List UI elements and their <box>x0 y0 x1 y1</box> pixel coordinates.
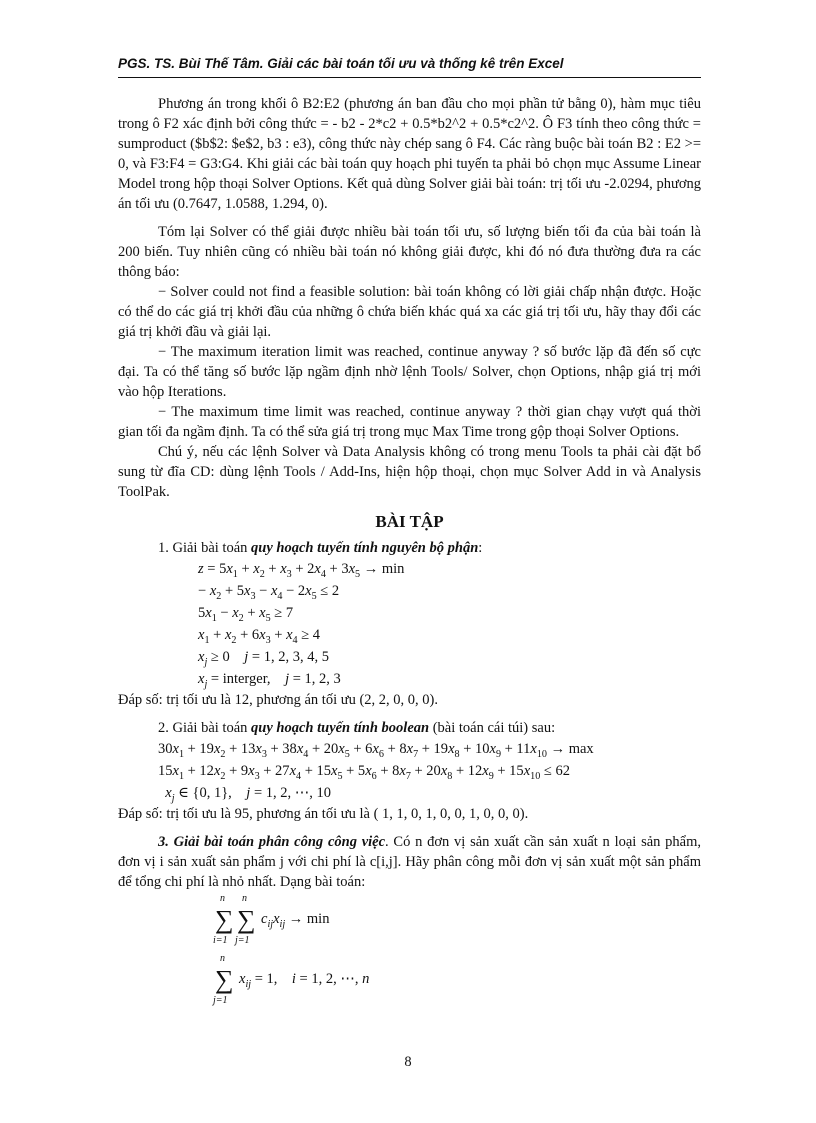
exercise-3-text: 3. Giải bài toán phân công công việc. Có n đơn vị sản xuất cần sản xuất n loại sản phẩm, đơn vị i sản xuất sản phẩm j với chi phí là c[i,j]. Hãy phân công mỗi đơn vị sản xuất một sản phẩm để tổng chi phí là nhỏ nhất. Dạng bài toán: <box>118 834 701 890</box>
ex3-objective: n ∑ i=1 n ∑ j=1 $c_{ij}x_{ij} \to \min$ <box>118 892 701 952</box>
ex2-constraint-1: $15x_1 + 12x_2 + 9x_3 + 27x_4 + 15x_5 + 5x_6 + 8x_7 + 20x_8 + 12x_9 + 15x_{10} \le 62$ <box>158 763 570 782</box>
sum-symbol: n ∑ j=1 <box>235 893 256 946</box>
ex2-constraint-2: $x_j$ ∈ {0, 1}, j = 1, 2, ⋯, 10 <box>165 785 332 804</box>
ex3-constraint-1: n ∑ j=1 $x_{ij} = 1$, i = 1, 2, ⋯, n <box>118 952 701 1012</box>
paragraph-6: Chú ý, nếu các lệnh Solver và Data Analysis không có trong menu Tools ta phải cài đặt bổ sung từ đĩa CD: dùng lệnh Tools / Add-Ins, hiện hộp thoại, chọn mục Solver Add in và Analysis ToolPak. <box>118 444 701 500</box>
ex1-constraint-4: $x_j \ge 0$ j = 1, 2, 3, 4, 5 <box>198 649 329 668</box>
exercise-1-answer: Đáp số: trị tối ưu là 12, phương án tối ưu (2, 2, 0, 0, 0). <box>118 692 439 708</box>
exercise-2-model <box>118 738 701 804</box>
ex1-constraint-1: − $x_2 + 5x_3 - x_4 - 2x_5 \le 2$ <box>198 583 340 602</box>
sum-symbol: n ∑ i=1 <box>213 893 234 946</box>
paragraph-4: − The maximum iteration limit was reached, continue anyway ? số bước lặp đã đến số cực đại. Ta có thể tăng số bước lặp ngầm định nhờ lệnh Tools/ Solver, chọn Options, nhập giá trị mới vào hộp Iterations. <box>118 344 701 400</box>
ex1-constraint-5: $x_j$ = interger, j = 1, 2, 3 <box>198 671 341 690</box>
running-header: PGS. TS. Bùi Thế Tâm. Giải các bài toán tối ưu và thống kê trên Excel <box>118 56 564 71</box>
paragraph-3: − Solver could not find a feasible solution: bài toán không có lời giải chấp nhận được. Hoặc có thể do các giá trị khởi đầu của những ô chứa biến khác quá xa các giá trị tối ưu, hãy thay đổi các giá trị khởi đầu và giải lại. <box>118 284 701 340</box>
section-title: BÀI TẬP <box>375 512 444 531</box>
paragraph-1: Phương án trong khối ô B2:E2 (phương án ban đầu cho mọi phần tử bằng 0), hàm mục tiêu trong ô F2 xác định bởi công thức = - b2 - 2*c2 + 0.5*b2^2 + 0.5*c2^2. Ô F3 tính theo công thức = sumproduct ($b$2: $e$2, b3 : e3), công thức này chép sang ô F4. Các ràng buộc bài toán B2 : E2 >= 0, và F3:F4 = G3:G4. Khi giải các bài toán quy hoạch phi tuyến ta phải bỏ chọn mục Assume Linear Model trong hộp thoại Solver Options. Kết quả dùng Solver giải bài toán: trị tối ưu -2.0294, phương án tối ưu (0.7647, 1.0588, 1.294, 0). <box>118 96 701 212</box>
exercise-3-model <box>118 892 701 1012</box>
exercise-2-lead: 2. Giải bài toán quy hoạch tuyến tính boolean (bài toán cái túi) sau: <box>158 720 556 736</box>
ex1-constraint-2: $5x_1 - x_2 + x_5 \ge 7$ <box>198 605 294 624</box>
ex2-objective: $30x_1 + 19x_2 + 13x_3 + 38x_4 + 20x_5 + 6x_6 + 8x_7 + 19x_8 + 10x_9 + 11x_{10} \to \max$ <box>158 741 594 760</box>
sum-symbol: n ∑ j=1 <box>213 953 234 1006</box>
exercise-1-model <box>118 558 701 690</box>
exercise-2-answer: Đáp số: trị tối ưu là 95, phương án tối ưu là ( 1, 1, 0, 1, 0, 0, 1, 0, 0, 0). <box>118 806 529 822</box>
ex1-constraint-3: $x_1 + x_2 + 6x_3 + x_4 \ge 4$ <box>198 627 321 646</box>
paragraph-2: Tóm lại Solver có thể giải được nhiều bài toán tối ưu, số lượng biến tối đa của bài toán là 200 biến. Tuy nhiên cũng có nhiều bài toán nó không giải được, khi đó nó đưa thường đưa ra các thông báo: <box>118 224 701 280</box>
paragraph-5: − The maximum time limit was reached, continue anyway ? thời gian chạy vượt quá thời gian tối đa ngầm định. Ta có thể sửa giá trị trong mục Max Time trong gộp thoại Solver Options. <box>118 404 701 440</box>
exercise-1-lead: 1. Giải bài toán quy hoạch tuyến tính nguyên bộ phận: <box>158 540 483 556</box>
page-number: 8 <box>404 1054 412 1070</box>
header-rule <box>118 77 701 78</box>
ex1-objective: $z = 5x_1 + x_2 + x_3 + 2x_4 + 3x_5 \to \min$ <box>198 561 405 580</box>
page-body <box>118 94 701 1012</box>
